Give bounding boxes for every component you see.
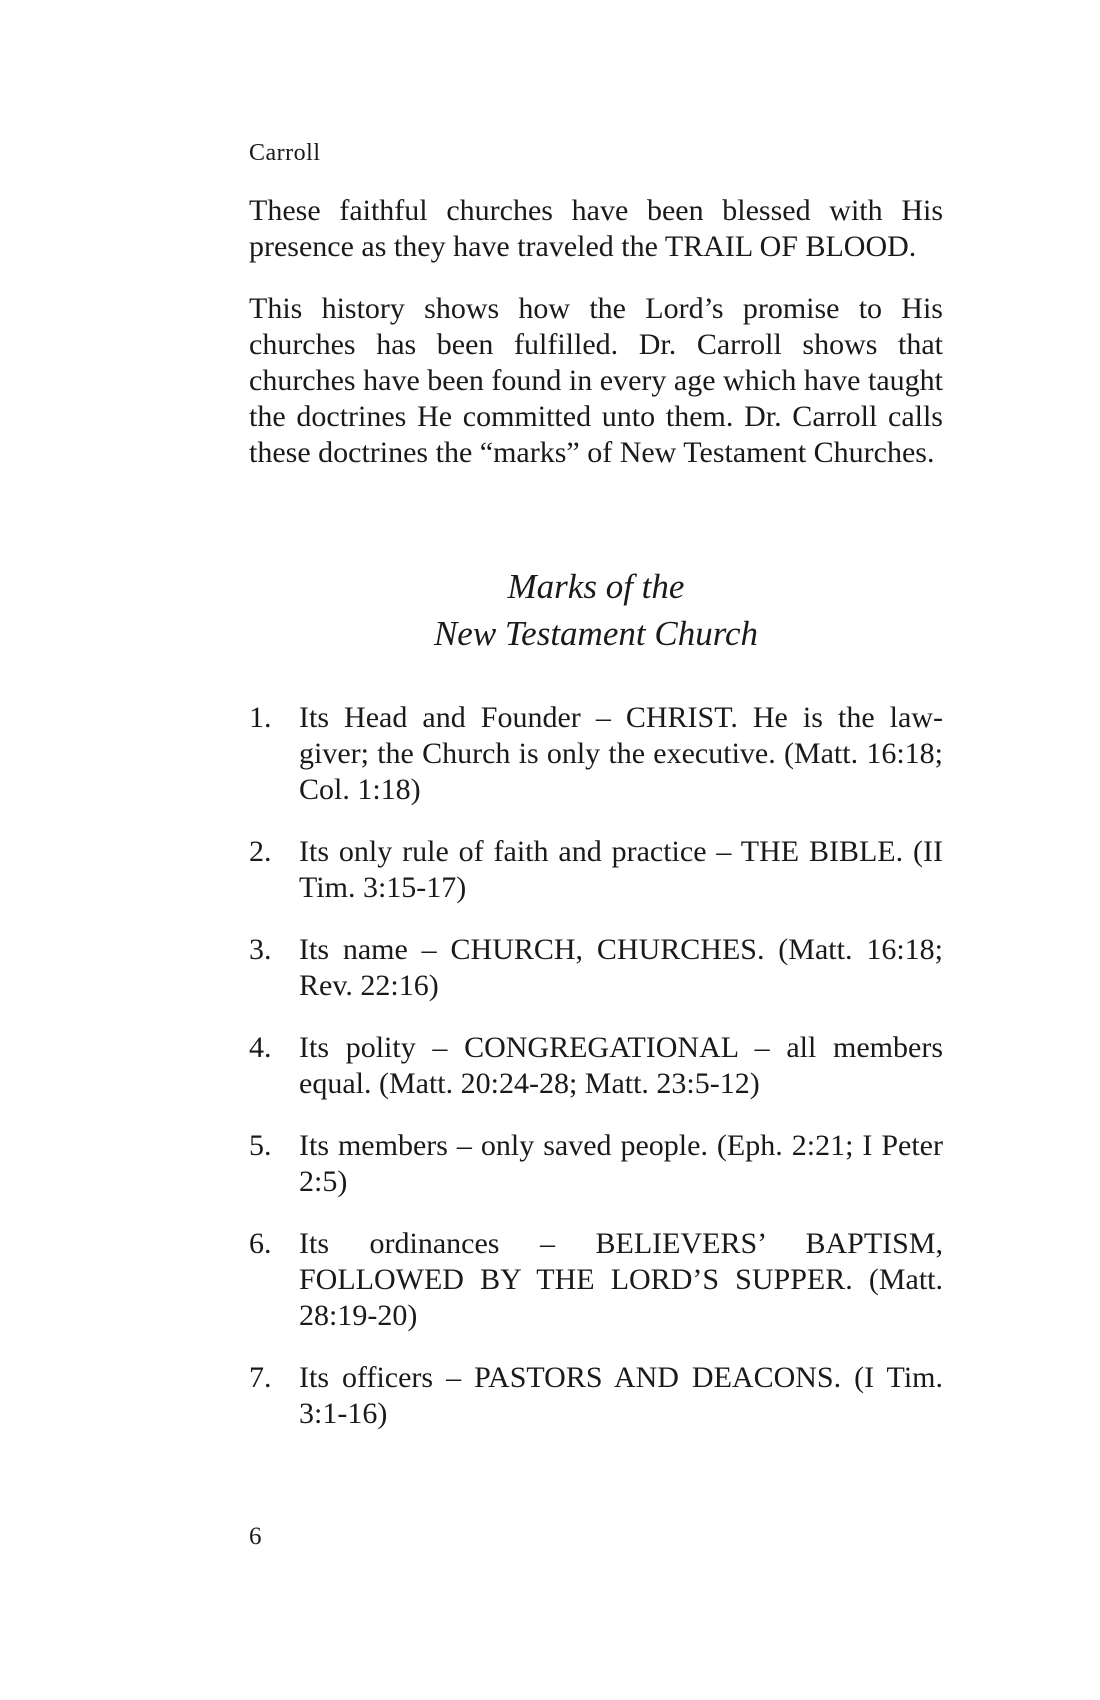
- section-heading-line: Marks of the: [507, 567, 685, 606]
- list-item: [249, 1226, 943, 1334]
- list-item: [249, 1030, 943, 1102]
- list-item-number: 5.: [249, 1129, 272, 1162]
- list-item: [249, 700, 943, 808]
- section-heading: [249, 563, 943, 657]
- body-paragraph: These faithful churches have been blessed with His presence as they have traveled the TRAIL OF BLOOD.: [249, 194, 943, 263]
- list-item: [249, 834, 943, 906]
- list-item: [249, 1360, 943, 1432]
- list-item-number: 7.: [249, 1361, 272, 1394]
- section-heading-line: New Testament Church: [433, 614, 759, 653]
- running-head: Carroll: [249, 140, 321, 166]
- marks-list: [249, 700, 943, 1458]
- list-item-text: Its members – only saved people. (Eph. 2:21; I Peter 2:5): [299, 1129, 943, 1198]
- list-item-text: Its polity – CONGREGATIONAL – all members equal. (Matt. 20:24-28; Matt. 23:5-12): [299, 1031, 943, 1100]
- list-item-number: 1.: [249, 701, 272, 734]
- list-item-text: Its Head and Founder – CHRIST. He is the law-giver; the Church is only the executive. (Matt. 16:18; Col. 1:18): [299, 701, 943, 806]
- body-paragraph: This history shows how the Lord’s promise to His churches has been fulfilled. Dr. Carroll shows that churches have been found in every age which have taught the doctrines He committed unto them. Dr. Carroll calls these doctrines the “marks” of New Testament Churches.: [249, 292, 943, 469]
- list-item-text: Its name – CHURCH, CHURCHES. (Matt. 16:18; Rev. 22:16): [299, 933, 943, 1002]
- list-item-number: 2.: [249, 835, 272, 868]
- list-item-number: 6.: [249, 1227, 272, 1260]
- list-item-number: 4.: [249, 1031, 272, 1064]
- list-item-number: 3.: [249, 933, 272, 966]
- list-item: [249, 1128, 943, 1200]
- list-item-text: Its officers – PASTORS AND DEACONS. (I Tim. 3:1-16): [299, 1361, 943, 1430]
- list-item: [249, 932, 943, 1004]
- page-number: 6: [249, 1523, 262, 1550]
- list-item-text: Its only rule of faith and practice – THE BIBLE. (II Tim. 3:15-17): [299, 835, 943, 904]
- list-item-text: Its ordinances – BELIEVERS’ BAPTISM, FOLLOWED BY THE LORD’S SUPPER. (Matt. 28:19-20): [299, 1227, 943, 1332]
